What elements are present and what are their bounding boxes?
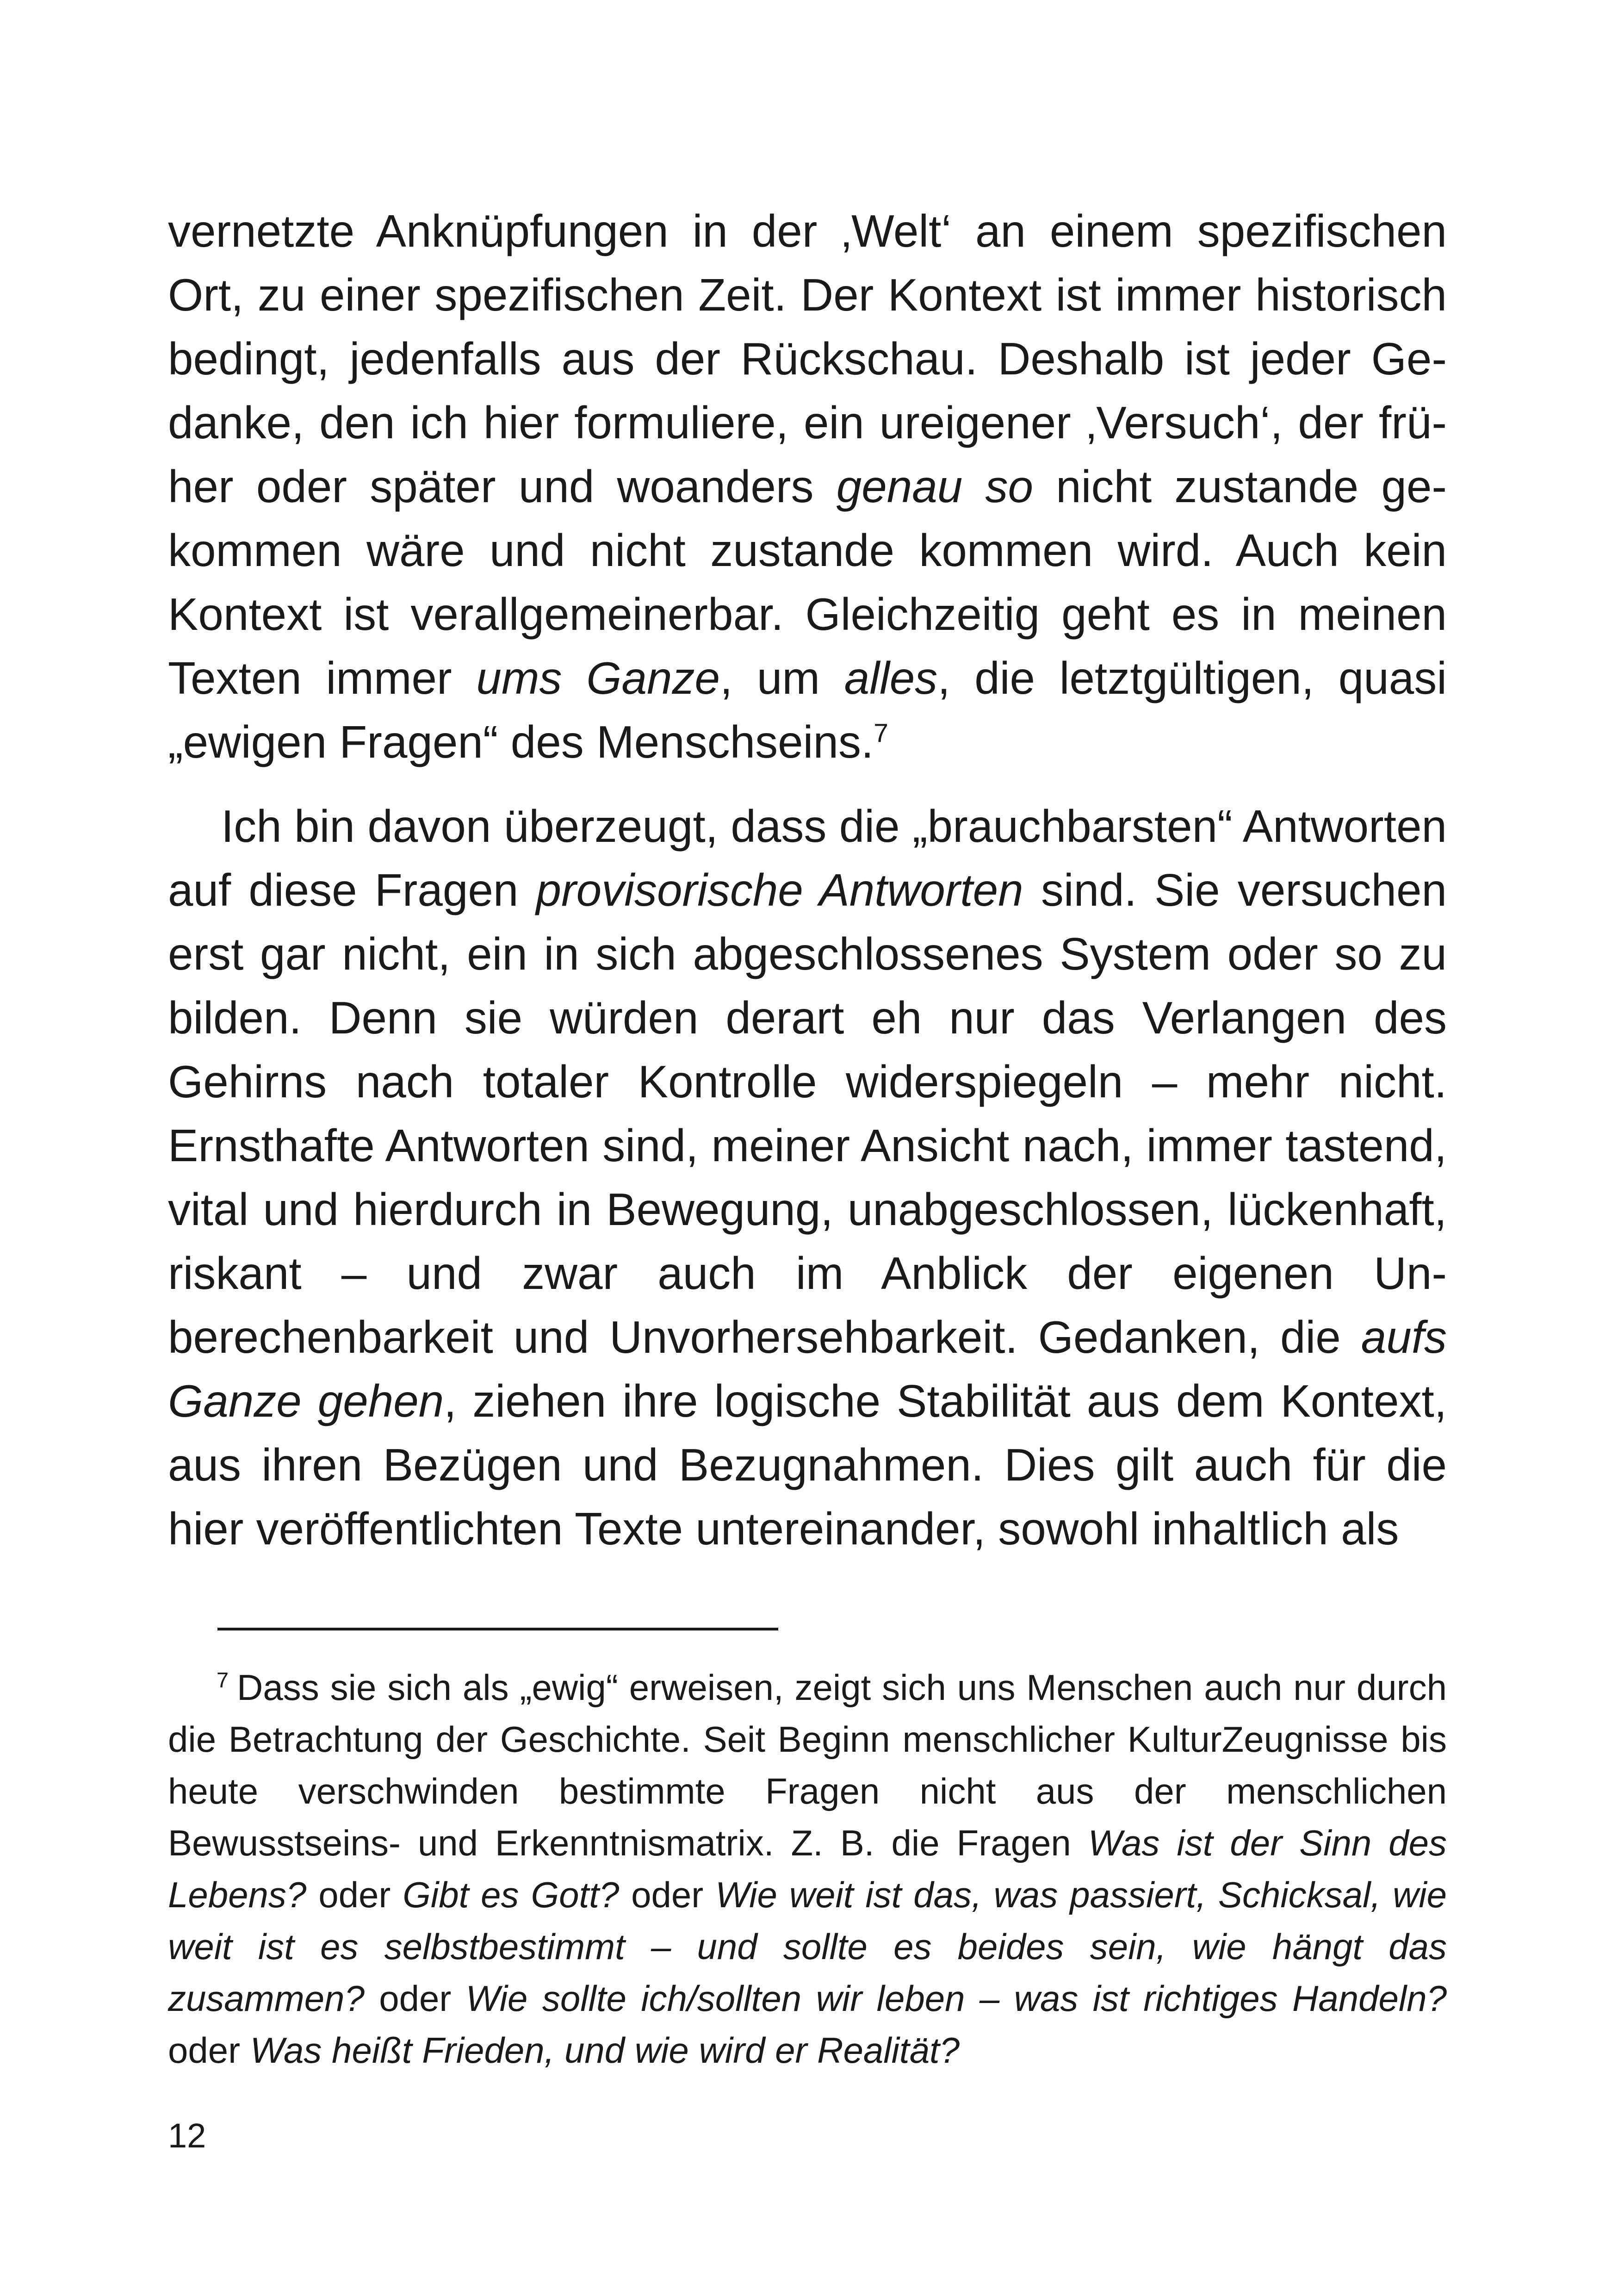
footnote-text-2: oder (306, 1874, 403, 1915)
footnote-separator (217, 1628, 778, 1630)
paragraph-2-text-2: sind. Sie versuchen erst gar nicht, ein in sich abgeschlossenes System oder so zu bilden. Denn sie würden derart eh nur das Verlangen des Gehirns nach totaler Kontrolle widerspiegeln – mehr nicht. Ernsthafte Antworten sind, meiner Ansicht nach, immer tastend, vital und hierdurch in Bewegung, unabgeschlossen, lückenhaft, riskant – und zwar auch im Anblick der eigenen Unberechenbarkeit und Unvorhersehbarkeit. Gedanken, die (168, 865, 1447, 1363)
footnote-reference[interactable]: 7 (874, 719, 888, 748)
footnote-paragraph (168, 1661, 1447, 2076)
footnote-text-4: oder (364, 1978, 466, 2019)
footnote-text-1: Dass sie sich als „ewig“ erweisen, zeigt sich uns Menschen auch nur durch die Betrachtung der Geschichte. Seit Beginn menschlicher KulturZeugnisse bis heute verschwinden bestimmte Fragen nicht aus der menschlichen Bewusstseins- und Erkenntnismatrix. Z. B. die Fragen (168, 1667, 1447, 1863)
footnote-emphasis-1: Was ist der Sinn des Lebens? (168, 1823, 1447, 1915)
paragraph-1-text-4: , die letztgültigen, quasi „ewigen Fragen“ des Menschseins. (168, 653, 1447, 767)
paragraph-1-text-3: , um (719, 653, 844, 703)
paragraph-1-emphasis-2: ums Ganze (476, 653, 720, 703)
footnote-emphasis-3: Wie weit ist das, was passiert, Schicksal, wie weit ist es selbstbestimmt – und sollte es beides sein, wie hängt das zusammen? (168, 1874, 1447, 2019)
paragraph-1-emphasis-3: alles (844, 653, 938, 703)
paragraph-2-emphasis-2: aufs Ganze gehen (168, 1312, 1447, 1426)
paragraph-2 (168, 794, 1447, 1561)
main-text (168, 199, 1447, 1561)
footnote-emphasis-2: Gibt es Gott? (403, 1874, 620, 1915)
paragraph-1-text-1: vernetzte Anknüpfungen in der ‚Welt‘ an einem spezifischen Ort, zu einer spezifischen Zeit. Der Kontext ist immer historisch bedingt, jedenfalls aus der Rückschau. Deshalb ist jeder Gedanke, den ich hier formuliere, ein ureigener ‚Versuch‘, der früher oder später und woanders (168, 205, 1447, 512)
paragraph-1-emphasis-1: genau so (836, 461, 1033, 512)
page-number: 12 (168, 2116, 206, 2155)
paragraph-2-text-3: , ziehen ihre logische Stabilität aus dem Kontext, aus ihren Bezügen und Bezugnahmen. Dies gilt auch für die hier veröffentlichten Texte untereinander, sowohl inhaltlich als (168, 1375, 1447, 1554)
footnote-text-5: oder (168, 2030, 250, 2071)
footnote (168, 1661, 1447, 2076)
footnote-text-3: oder (619, 1874, 716, 1915)
footnote-emphasis-4: Wie sollte ich/sollten wir leben – was ist richtiges Handeln? (465, 1978, 1447, 2019)
footnote-marker: 7 (217, 1668, 229, 1692)
paragraph-2-text-1: Ich bin davon überzeugt, dass die „brauchbarsten“ Antworten auf diese Fragen (168, 801, 1447, 915)
paragraph-1-text-2: nicht zustande gekommen wäre und nicht zustande kommen wird. Auch kein Kontext ist verallgemeinerbar. Gleichzeitig geht es in meinen Texten immer (168, 461, 1447, 703)
paragraph-2-emphasis-1: provisorische Antworten (536, 865, 1023, 915)
footnote-emphasis-5: Was heißt Frieden, und wie wird er Realität? (250, 2030, 960, 2071)
paragraph-1 (168, 199, 1447, 774)
